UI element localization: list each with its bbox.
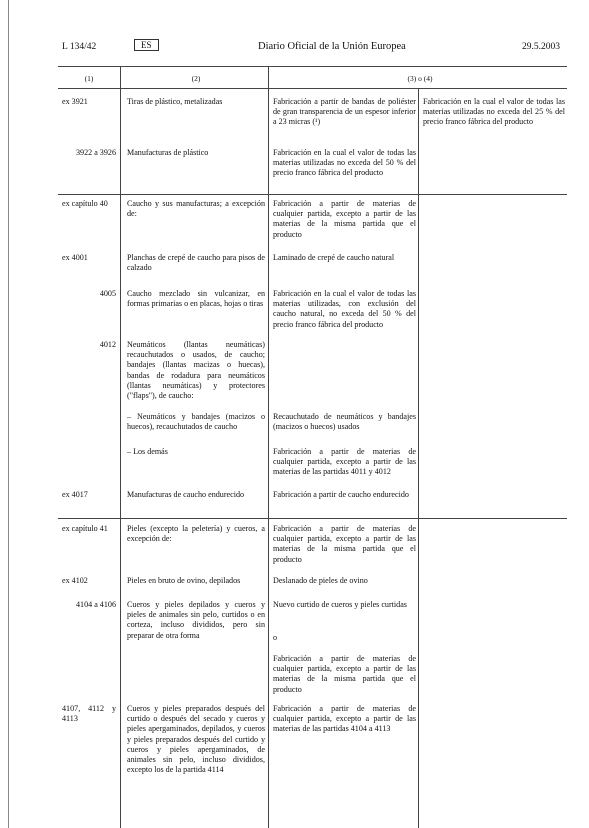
table-cell: 4012 (99, 340, 116, 349)
table-cell: Planchas de crepé de caucho para pisos de calzado (127, 253, 265, 273)
table-cell: 3922 a 3926 (75, 148, 116, 157)
table-cell: Neumáticos (llantas neumáticas) recauchutados o usados, de caucho; bandajes (llantas macizas o huecas), bandas de rodadura para neumáticos (llantas neumáticas) y protectores ("flaps"), de caucho: (127, 340, 265, 401)
column-header-2: (2) (191, 74, 201, 83)
journal-reference: L 134/42 (62, 42, 97, 52)
table-cell: Pieles en bruto de ovino, depilados (127, 576, 241, 585)
table-cell: Pieles (excepto la peletería) y cueros, a excepción de: (127, 524, 265, 544)
table-cell: – Los demás (127, 447, 168, 456)
table-cell: Fabricación en la cual el valor de todas las materias utilizadas no exceda del 25 % del precio franco fábrica del producto (423, 97, 565, 127)
table-cell: Cueros y pieles preparados después del curtido o después del secado y cueros y pieles apergaminados, depilados, y cueros y pieles preparados después del curtido y cueros y pieles apergaminados, de animales sin pelo, incluso divididos, excepto los de la partida 4114 (127, 704, 265, 775)
table-cell: ex capítulo 41 (62, 524, 108, 533)
row-separator (58, 194, 567, 195)
column-header-3-4: (3) o (4) (407, 74, 433, 83)
table-cell: ex 3921 (62, 97, 88, 106)
row-separator (58, 518, 567, 519)
table-cell: Laminado de crepé de caucho natural (273, 253, 395, 262)
table-cell: Deslanado de pieles de ovino (273, 576, 368, 585)
table-cell: Cueros y pieles depilados y cueros y pieles de animales sin pelo, curtidos o en corteza, incluso divididos, pero sin preparar de otra forma (127, 600, 265, 640)
table-cell: Manufacturas de plástico (127, 148, 209, 157)
table-cell: Fabricación a partir de materias de cualquier partida, excepto a partir de las materias de la misma partida que el producto (273, 524, 416, 564)
table-cell: ex 4102 (62, 576, 88, 585)
column-divider-1 (120, 66, 121, 828)
table-cell: Caucho y sus manufacturas; a excepción de: (127, 199, 265, 219)
table-cell: ex capítulo 40 (62, 199, 108, 208)
table-cell: ex 4001 (62, 253, 88, 262)
language-badge (134, 40, 159, 51)
publication-date: 29.5.2003 (522, 42, 560, 52)
table-cell: Fabricación a partir de materias de cualquier partida, excepto a partir de las materias de la misma partida que el producto (273, 199, 416, 239)
page-edge-line (8, 0, 9, 828)
table-cell: ex 4017 (62, 490, 88, 499)
table-cell: Manufacturas de caucho endurecido (127, 490, 245, 499)
table-cell: 4104 a 4106 (75, 600, 116, 609)
table-cell: Fabricación a partir de caucho endurecido (273, 490, 409, 499)
language-code: ES (134, 39, 159, 51)
table-cell: Fabricación a partir de materias de cualquier partida, excepto a partir de las materias de la misma partida que el producto (273, 654, 416, 694)
column-divider-3 (418, 88, 419, 828)
column-header-1: (1) (84, 74, 94, 83)
table-cell: Fabricación en la cual el valor de todas las materias utilizadas no exceda del 50 % del precio franco fábrica del producto (273, 148, 416, 178)
table-cell: Fabricación en la cual el valor de todas las materias utilizadas, con exclusión del caucho natural, no exceda del 50 % del precio franco fábrica del producto (273, 289, 416, 329)
table-cell: Fabricación a partir de materias de cualquier partida, excepto a partir de las materias de las partidas 4104 a 4113 (273, 704, 416, 734)
table-cell: Recauchutado de neumáticos y bandajes (macizos o huecos) usados (273, 412, 416, 432)
table-cell: Tiras de plástico, metalizadas (127, 97, 223, 106)
table-cell-or: o (273, 633, 278, 642)
table-cell: – Neumáticos y bandajes (macizos o huecos), recauchutados de caucho (127, 412, 265, 432)
column-divider-2 (268, 66, 269, 828)
table-cell: Caucho mezclado sin vulcanizar, en formas primarias o en placas, hojas o tiras (127, 289, 265, 309)
header-bottom-border (58, 88, 567, 89)
table-cell: Nuevo curtido de cueros y pieles curtidas (273, 600, 407, 609)
table-cell: 4107, 4112 y 4113 (62, 704, 116, 724)
table-cell: 4005 (99, 289, 116, 298)
table-cell: Fabricación a partir de materias de cualquier partida, excepto a partir de las materias de las partidas 4011 y 4012 (273, 447, 416, 477)
journal-title: Diario Oficial de la Unión Europea (258, 41, 406, 52)
table-top-border (58, 66, 567, 67)
table-cell: Fabricación a partir de bandas de poliéster de gran transparencia de un espesor inferior a 23 micras (¹) (273, 97, 416, 127)
